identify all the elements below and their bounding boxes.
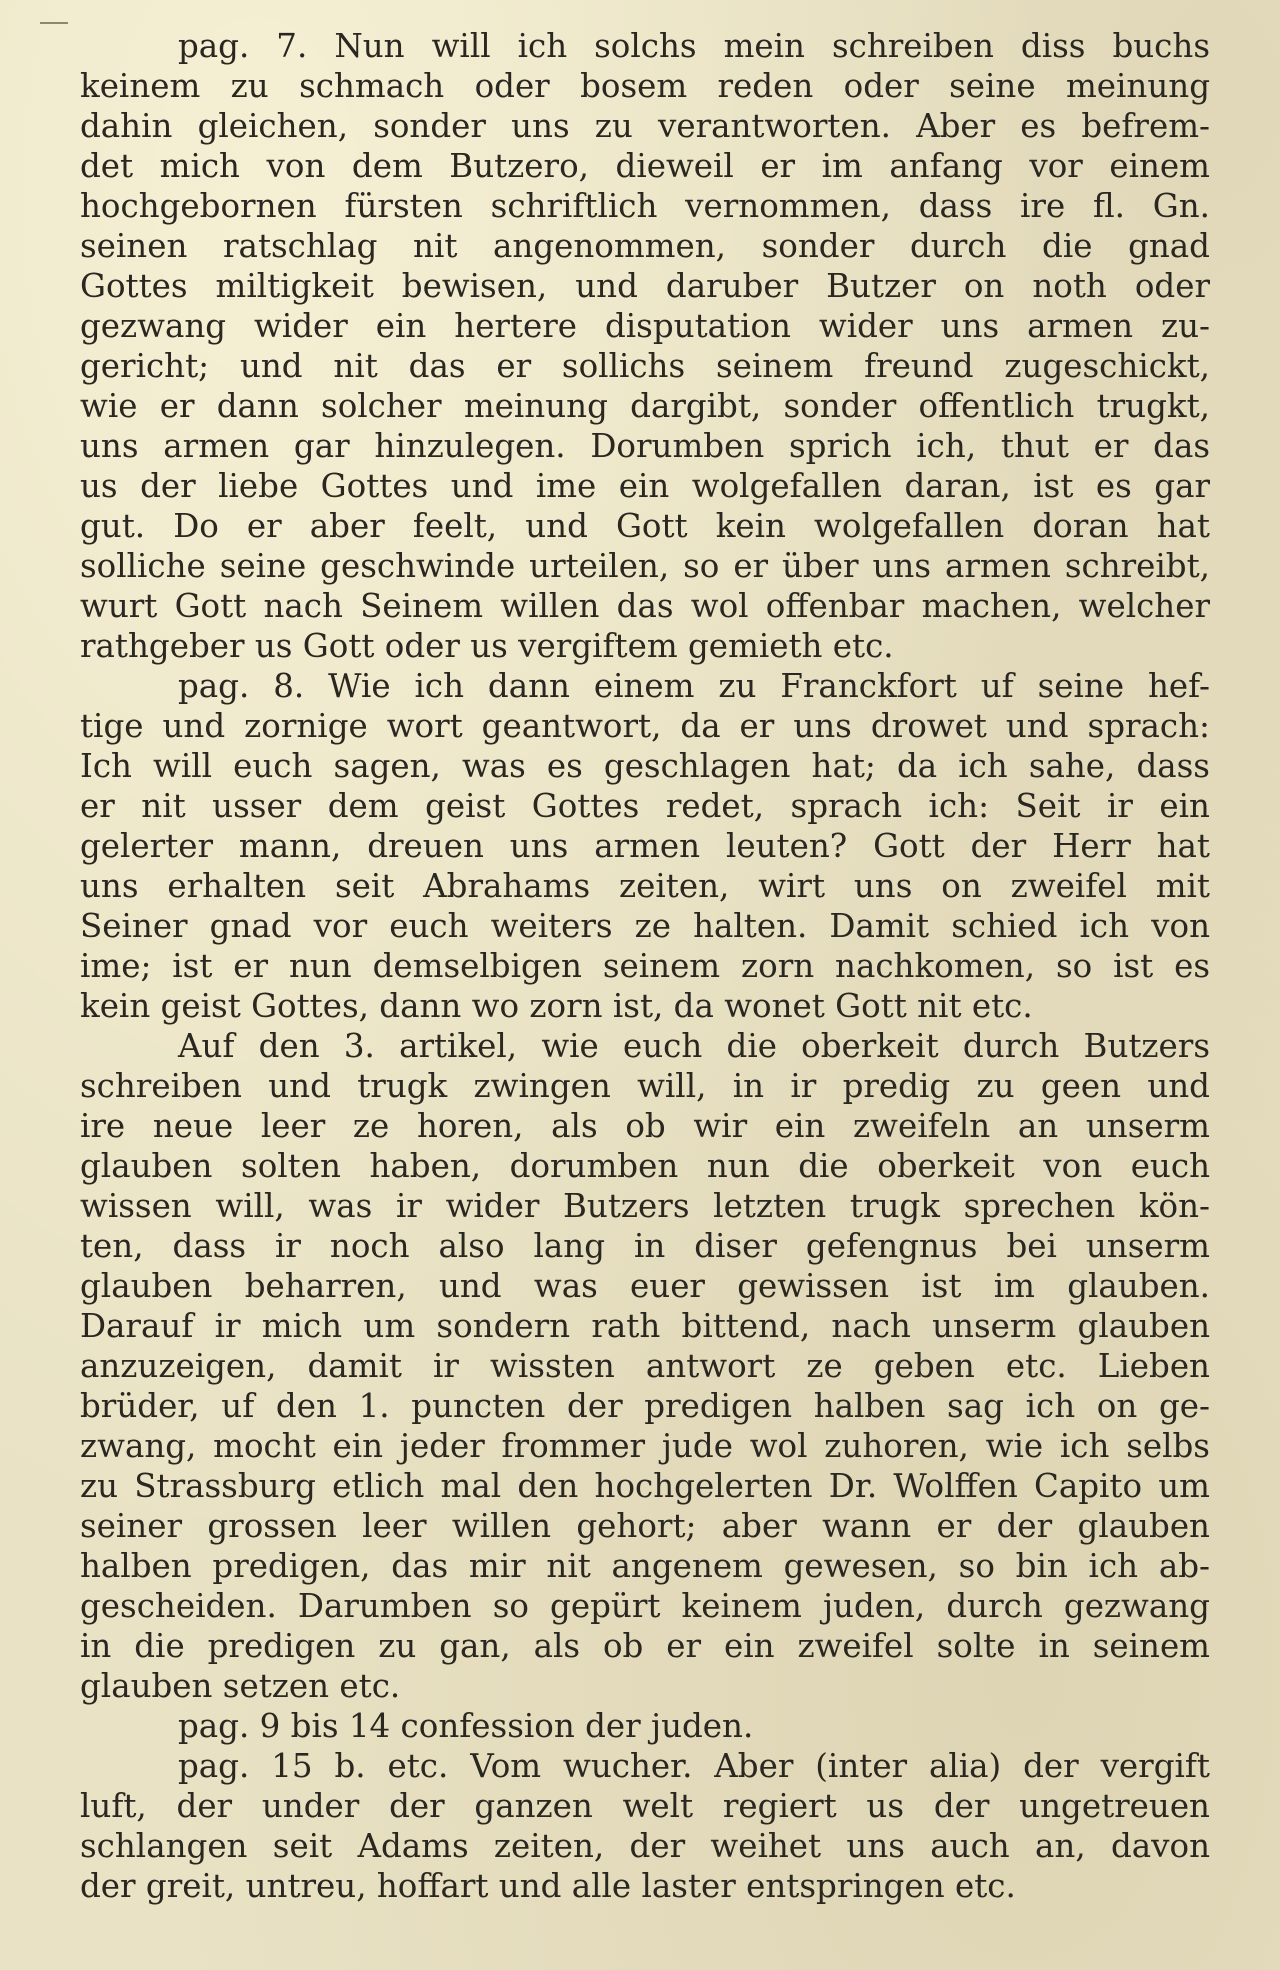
- text-line: zwang, mocht ein jeder frommer jude wol zuhoren, wie ich selbs: [80, 1427, 1210, 1465]
- text-line: tige und zornige wort geantwort, da er uns drowet und sprach:: [80, 707, 1210, 745]
- text-line: in die predigen zu gan, als ob er ein zweifel solte in seinem: [80, 1627, 1210, 1665]
- text-line: Auf den 3. artikel, wie euch die oberkeit durch Butzers: [178, 1027, 1210, 1065]
- text-line: seiner grossen leer willen gehort; aber wann er der glauben: [80, 1507, 1210, 1545]
- text-line: halben predigen, das mir nit angenem gewesen, so bin ich ab-: [80, 1547, 1210, 1585]
- text-line: seinen ratschlag nit angenommen, sonder durch die gnad: [80, 227, 1210, 265]
- text-line: schreiben und trugk zwingen will, in ir predig zu geen und: [80, 1067, 1210, 1105]
- text-line: Seiner gnad vor euch weiters ze halten. Damit schied ich von: [80, 907, 1210, 945]
- text-line: glauben setzen etc.: [80, 1667, 401, 1705]
- text-line: keinem zu schmach oder bosem reden oder seine meinung: [80, 67, 1210, 105]
- text-line: Gottes miltigkeit bewisen, und daruber Butzer on noth oder: [80, 267, 1210, 305]
- text-line: pag. 15 b. etc. Vom wucher. Aber (inter alia) der vergift: [178, 1747, 1210, 1785]
- text-line: luft, der under der ganzen welt regiert us der ungetreuen: [80, 1787, 1210, 1825]
- text-line: gericht; und nit das er sollichs seinem freund zugeschickt,: [80, 347, 1210, 385]
- text-line: anzuzeigen, damit ir wissten antwort ze geben etc. Lieben: [80, 1347, 1210, 1385]
- text-line: pag. 7. Nun will ich solchs mein schreiben diss buchs: [178, 27, 1210, 65]
- text-line: wurt Gott nach Seinem willen das wol offenbar machen, welcher: [80, 587, 1210, 625]
- text-line: zu Strassburg etlich mal den hochgelerten Dr. Wolffen Capito um: [80, 1467, 1210, 1505]
- margin-mark: [40, 22, 68, 24]
- text-line: uns erhalten seit Abrahams zeiten, wirt uns on zweifel mit: [80, 867, 1210, 905]
- text-line: Darauf ir mich um sondern rath bittend, nach unserm glauben: [80, 1307, 1210, 1345]
- text-line: glauben beharren, und was euer gewissen ist im glauben.: [80, 1267, 1210, 1305]
- text-line: pag. 8. Wie ich dann einem zu Franckfort uf seine hef-: [178, 667, 1210, 705]
- text-line: Ich will euch sagen, was es geschlagen hat; da ich sahe, dass: [80, 747, 1210, 785]
- text-line: hochgebornen fürsten schriftlich vernommen, dass ire fl. Gn.: [80, 187, 1210, 225]
- text-line: glauben solten haben, dorumben nun die oberkeit von euch: [80, 1147, 1210, 1185]
- text-line: gezwang wider ein hertere disputation wider uns armen zu-: [80, 307, 1210, 345]
- text-line: dahin gleichen, sonder uns zu verantworten. Aber es befrem-: [80, 107, 1210, 145]
- text-line: er nit usser dem geist Gottes redet, sprach ich: Seit ir ein: [80, 787, 1210, 825]
- text-line: gescheiden. Darumben so gepürt keinem juden, durch gezwang: [80, 1587, 1210, 1625]
- text-line: wissen will, was ir wider Butzers letzten trugk sprechen kön-: [80, 1187, 1210, 1225]
- text-line: pag. 9 bis 14 confession der juden.: [178, 1707, 754, 1745]
- text-line: ire neue leer ze horen, als ob wir ein zweifeln an unserm: [80, 1107, 1210, 1145]
- text-line: det mich von dem Butzero, dieweil er im anfang vor einem: [80, 147, 1210, 185]
- text-line: ten, dass ir noch also lang in diser gefengnus bei unserm: [80, 1227, 1210, 1265]
- text-line: us der liebe Gottes und ime ein wolgefallen daran, ist es gar: [80, 467, 1210, 505]
- text-line: kein geist Gottes, dann wo zorn ist, da wonet Gott nit etc.: [80, 987, 1033, 1025]
- text-line: schlangen seit Adams zeiten, der weihet uns auch an, davon: [80, 1827, 1210, 1865]
- text-line: ime; ist er nun demselbigen seinem zorn nachkomen, so ist es: [80, 947, 1210, 985]
- body-text: [80, 26, 1210, 1906]
- text-line: uns armen gar hinzulegen. Dorumben sprich ich, thut er das: [80, 427, 1210, 465]
- text-line: wie er dann solcher meinung dargibt, sonder offentlich trugkt,: [80, 387, 1210, 425]
- text-line: gut. Do er aber feelt, und Gott kein wolgefallen doran hat: [80, 507, 1210, 545]
- text-line: gelerter mann, dreuen uns armen leuten? Gott der Herr hat: [80, 827, 1210, 865]
- text-line: der greit, untreu, hoffart und alle laster entspringen etc.: [80, 1867, 1016, 1905]
- text-line: solliche seine geschwinde urteilen, so er über uns armen schreibt,: [80, 547, 1210, 585]
- text-line: rathgeber us Gott oder us vergiftem gemieth etc.: [80, 627, 894, 665]
- text-line: brüder, uf den 1. puncten der predigen halben sag ich on ge-: [80, 1387, 1210, 1425]
